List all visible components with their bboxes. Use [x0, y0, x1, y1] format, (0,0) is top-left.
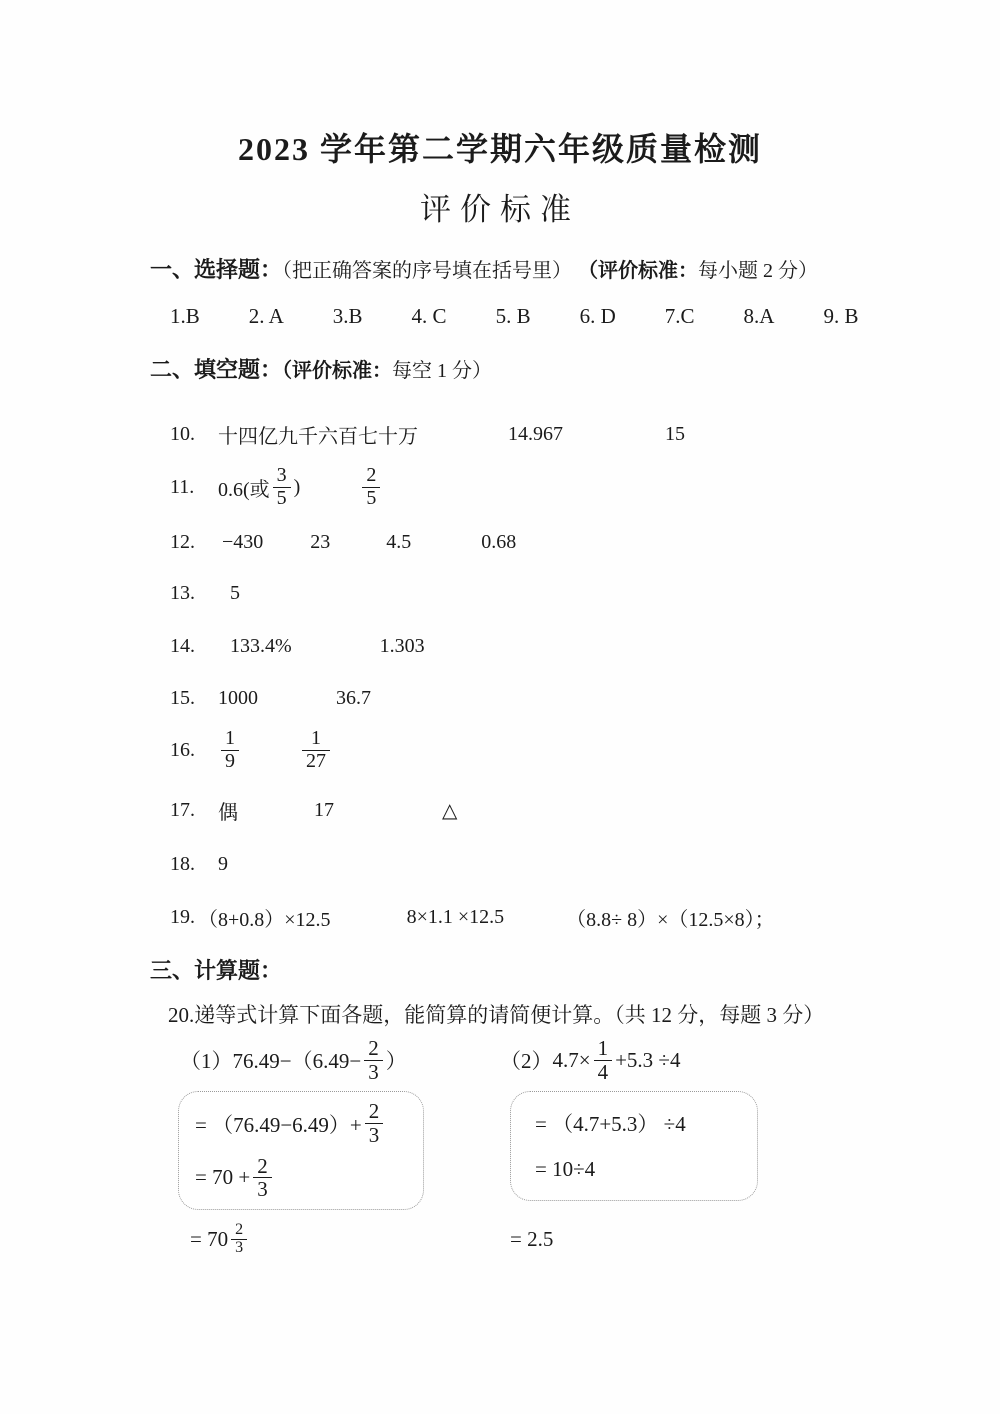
step-text: = （4.7+5.3） ÷4 — [535, 1112, 686, 1137]
problem-1-result — [190, 1222, 510, 1257]
fraction-numerator: 2 — [364, 1037, 383, 1061]
answer-value: 14.967 — [508, 423, 563, 445]
fraction-denominator: 5 — [366, 486, 377, 509]
answer-suffix: ) — [293, 475, 301, 498]
fill-item-10 — [170, 420, 1000, 449]
answer-value: −430 — [222, 531, 264, 553]
answer-value — [218, 465, 300, 509]
section-3-heading: 三、计算题： — [150, 958, 283, 983]
fraction-numerator: 2 — [362, 465, 380, 488]
fill-item-18 — [170, 851, 1000, 878]
section-2-heading — [150, 353, 1000, 384]
fraction-numerator: 2 — [365, 1100, 384, 1124]
question-20-stem — [168, 999, 1000, 1029]
answer-value: 23 — [310, 531, 331, 553]
fraction-numerator: 2 — [231, 1222, 247, 1240]
answer-value: 1.303 — [379, 635, 425, 657]
section-2-title: 二、填空题： — [150, 357, 283, 382]
answer-value: 十四亿九千六百七十万 — [218, 426, 418, 448]
fraction — [362, 465, 380, 509]
solution-step — [535, 1152, 757, 1186]
answer-value: （8.8÷ 8）×（12.5×8）； — [566, 909, 775, 931]
answer-value: 17 — [314, 799, 334, 821]
fraction-denominator: 3 — [368, 1059, 379, 1084]
choice-answer-4: 4. C — [411, 304, 447, 328]
expression-text: ） — [385, 1049, 407, 1074]
fraction-numerator: 3 — [273, 465, 291, 488]
fraction-numerator: 1 — [302, 728, 330, 751]
answer-value: 5 — [230, 582, 240, 604]
choice-answer-1: 1.B — [170, 304, 200, 328]
fraction-denominator: 3 — [368, 1123, 380, 1148]
fill-item-13 — [170, 580, 1000, 607]
step-text: = 70 + — [195, 1165, 251, 1190]
item-number: 17. — [170, 799, 195, 821]
solution-box-problem-2 — [510, 1091, 758, 1201]
answer-value: 36.7 — [336, 687, 371, 709]
expression-text: 4.7× — [552, 1047, 591, 1072]
answer-value: 偶 — [218, 802, 238, 824]
problem-2-result — [510, 1227, 553, 1252]
answer-value: 9 — [218, 853, 228, 875]
fraction — [221, 728, 239, 772]
answer-value: 1000 — [218, 687, 258, 709]
section-1-criteria-value: 每小题 2 分） — [698, 260, 819, 282]
problem-2-label: （2） — [500, 1049, 553, 1074]
item-number: 13. — [170, 582, 195, 604]
fill-item-15 — [170, 685, 1000, 712]
problem-1-label: （1） — [180, 1049, 233, 1074]
item-number: 18. — [170, 853, 195, 875]
fraction-denominator: 3 — [235, 1238, 244, 1256]
answer-value: 133.4% — [230, 635, 292, 657]
fraction — [253, 1155, 272, 1201]
question-20-score-note: （共 12 分，每题 3 分） — [614, 1003, 825, 1027]
document-subtitle: 评价标准 — [420, 192, 580, 227]
choice-answer-6: 6. D — [579, 304, 616, 328]
item-number: 15. — [170, 687, 195, 709]
result-text: = 2.5 — [510, 1226, 554, 1251]
item-number: 14. — [170, 635, 195, 657]
choice-answer-9: 9. B — [823, 304, 859, 328]
question-20-results-row — [0, 1222, 1000, 1257]
answer-value: 0.68 — [481, 531, 517, 553]
answer-value: 4.5 — [386, 531, 412, 553]
choice-answers-row — [170, 304, 1000, 329]
section-2-criteria-value: 每空 1 分） — [392, 360, 493, 382]
step-text: = （76.49−6.49）+ — [195, 1112, 362, 1137]
problem-2-expression — [500, 1037, 680, 1083]
item-number: 19. — [170, 906, 195, 928]
item-number: 16. — [170, 738, 195, 761]
step-text: = 10÷4 — [535, 1156, 596, 1181]
fraction — [365, 1100, 384, 1146]
fraction-denominator: 5 — [276, 486, 287, 509]
choice-answer-7: 7.C — [664, 304, 695, 328]
section-2-criteria-label: （评价标准： — [282, 360, 393, 382]
question-20-text: 20.递等式计算下面各题，能简算的请简便计算。 — [168, 1003, 615, 1027]
choice-answer-8: 8.A — [743, 304, 775, 328]
fraction — [594, 1037, 613, 1083]
choice-answer-5: 5. B — [495, 304, 531, 328]
fraction-denominator: 3 — [257, 1177, 268, 1202]
section-1-heading — [150, 253, 1000, 284]
item-number: 11. — [170, 475, 195, 498]
solution-step — [195, 1100, 423, 1146]
item-number: 10. — [170, 423, 195, 445]
fill-item-19 — [170, 903, 1000, 932]
section-1-note: （把正确答案的序号填在括号里） — [282, 260, 573, 282]
solution-step — [195, 1155, 423, 1201]
question-20-problems-row — [0, 1037, 1000, 1083]
expression-text: +5.3 ÷4 — [615, 1047, 681, 1072]
fraction-numerator: 1 — [221, 728, 239, 751]
answer-value: 8×1.1 ×12.5 — [406, 906, 505, 928]
fraction — [273, 465, 291, 509]
fraction — [364, 1037, 383, 1083]
fraction — [302, 728, 330, 772]
solution-step — [535, 1106, 757, 1140]
fraction-numerator: 1 — [594, 1037, 613, 1061]
fraction-denominator: 4 — [597, 1059, 609, 1084]
fraction-numerator: 2 — [253, 1155, 272, 1179]
fill-item-17 — [170, 796, 1000, 825]
problem-1-expression — [180, 1037, 500, 1083]
answer-value: （8+0.8）×12.5 — [198, 909, 331, 931]
question-20-solutions-row — [0, 1091, 1000, 1210]
fill-item-12 — [170, 529, 1000, 556]
section-1-title: 一、选择题： — [150, 257, 283, 282]
fill-item-11 — [170, 461, 1000, 513]
answer-value: 15 — [665, 423, 685, 445]
choice-answer-3: 3.B — [332, 304, 363, 328]
answer-prefix: 0.6(或 — [218, 478, 270, 501]
section-1-criteria-label: （评价标准： — [588, 260, 699, 282]
result-text: = 70 — [190, 1226, 229, 1251]
document-title: 2023 学年第二学期六年级质量检测 — [237, 131, 762, 167]
choice-answer-2: 2. A — [248, 304, 284, 328]
triangle-symbol: △ — [442, 800, 458, 822]
expression-text: 76.49−（6.49− — [232, 1049, 362, 1074]
fill-in-items — [170, 420, 1000, 932]
solution-box-problem-1 — [178, 1091, 424, 1210]
fraction-denominator: 27 — [306, 749, 326, 772]
fraction — [231, 1222, 247, 1257]
fraction-denominator: 9 — [225, 749, 235, 772]
fill-item-16 — [170, 724, 1000, 776]
item-number: 12. — [170, 531, 195, 553]
fill-item-14 — [170, 633, 1000, 660]
